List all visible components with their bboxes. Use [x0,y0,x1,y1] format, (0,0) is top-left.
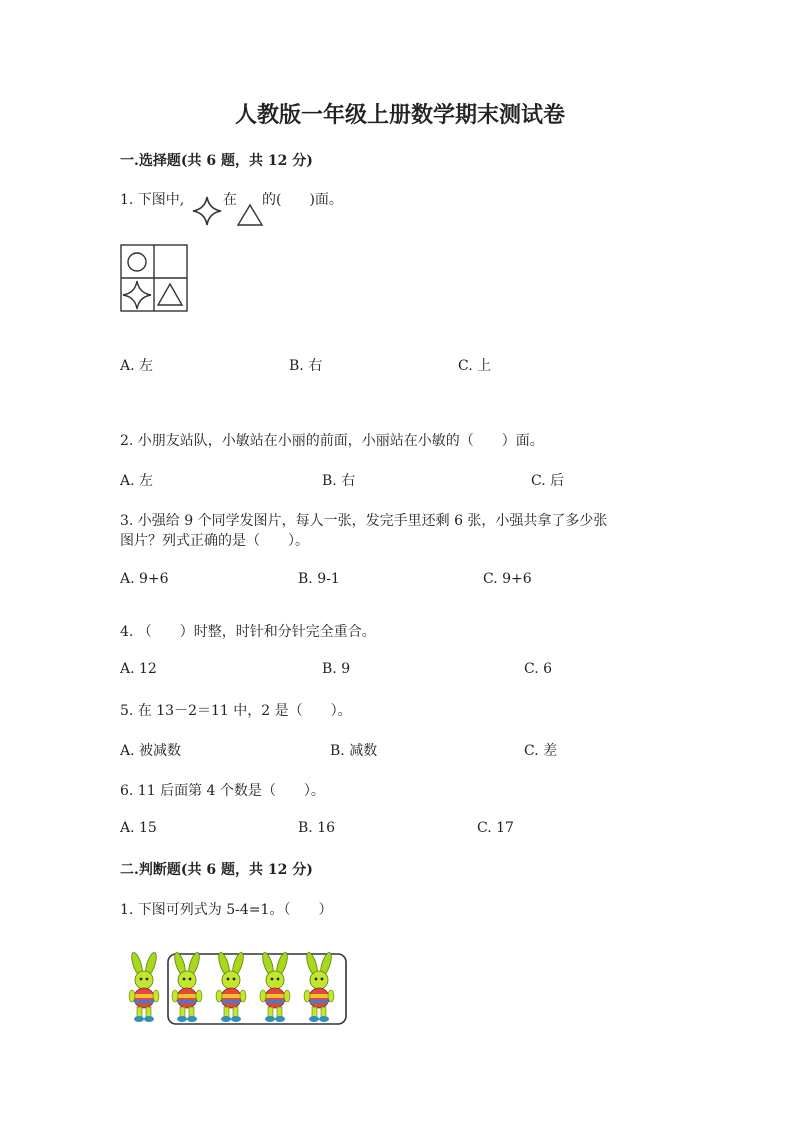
q3-option-a[interactable]: A. 9+6 [120,571,169,587]
question-1-part3: 的( )面。 [262,192,343,208]
q3-option-c[interactable]: C. 9+6 [483,571,532,587]
page-title: 人教版一年级上册数学期末测试卷 [234,102,565,128]
q4-option-b[interactable]: B. 9 [322,661,351,677]
question-6-text: 6. 11 后面第 4 个数是（ ）。 [120,783,325,799]
q5-option-c[interactable]: C. 差 [524,743,558,759]
question-5-text: 5. 在 13－2＝11 中，2 是（ ）。 [120,703,352,719]
q6-option-a[interactable]: A. 15 [120,820,157,836]
q1-option-b[interactable]: B. 右 [289,358,323,374]
star-icon [192,196,222,226]
question-s2-1-text: 1. 下图可列式为 5-4=1。（ ） [120,902,333,918]
q1-option-c[interactable]: C. 上 [458,358,492,374]
triangle-icon [237,204,263,226]
q5-option-a[interactable]: A. 被减数 [120,743,182,759]
q3-option-b[interactable]: B. 9-1 [298,571,340,587]
section-heading-choice: 一.选择题(共 6 题，共 12 分) [120,153,313,169]
q1-option-a[interactable]: A. 左 [120,358,154,374]
q2-option-c[interactable]: C. 后 [531,473,565,489]
question-4-text: 4. （ ）时整，时针和分针完全重合。 [120,624,376,640]
triangle-icon [158,284,182,305]
q5-option-b[interactable]: B. 减数 [330,743,378,759]
star-icon [123,281,151,309]
section-heading-judgment: 二.判断题(共 6 题，共 12 分) [120,862,313,878]
q6-option-b[interactable]: B. 16 [298,820,336,836]
q6-option-c[interactable]: C. 17 [477,820,514,836]
question-2-text: 2. 小朋友站队，小敏站在小丽的前面，小丽站在小敏的（ ）面。 [120,433,544,449]
question-3-line2: 图片？列式正确的是（ ）。 [120,533,309,549]
question-1-part2: 在 [223,192,237,208]
rabbits-figure [124,950,350,1030]
shape-grid-figure [120,244,188,312]
question-1-part1: 1. 下图中, [120,192,185,208]
q4-option-c[interactable]: C. 6 [524,661,553,677]
q2-option-a[interactable]: A. 左 [120,473,154,489]
question-3-line1: 3. 小强给 9 个同学发图片，每人一张，发完手里还剩 6 张，小强共拿了多少张 [120,513,608,529]
q2-option-b[interactable]: B. 右 [322,473,356,489]
circle-icon [128,253,146,271]
q4-option-a[interactable]: A. 12 [120,661,157,677]
